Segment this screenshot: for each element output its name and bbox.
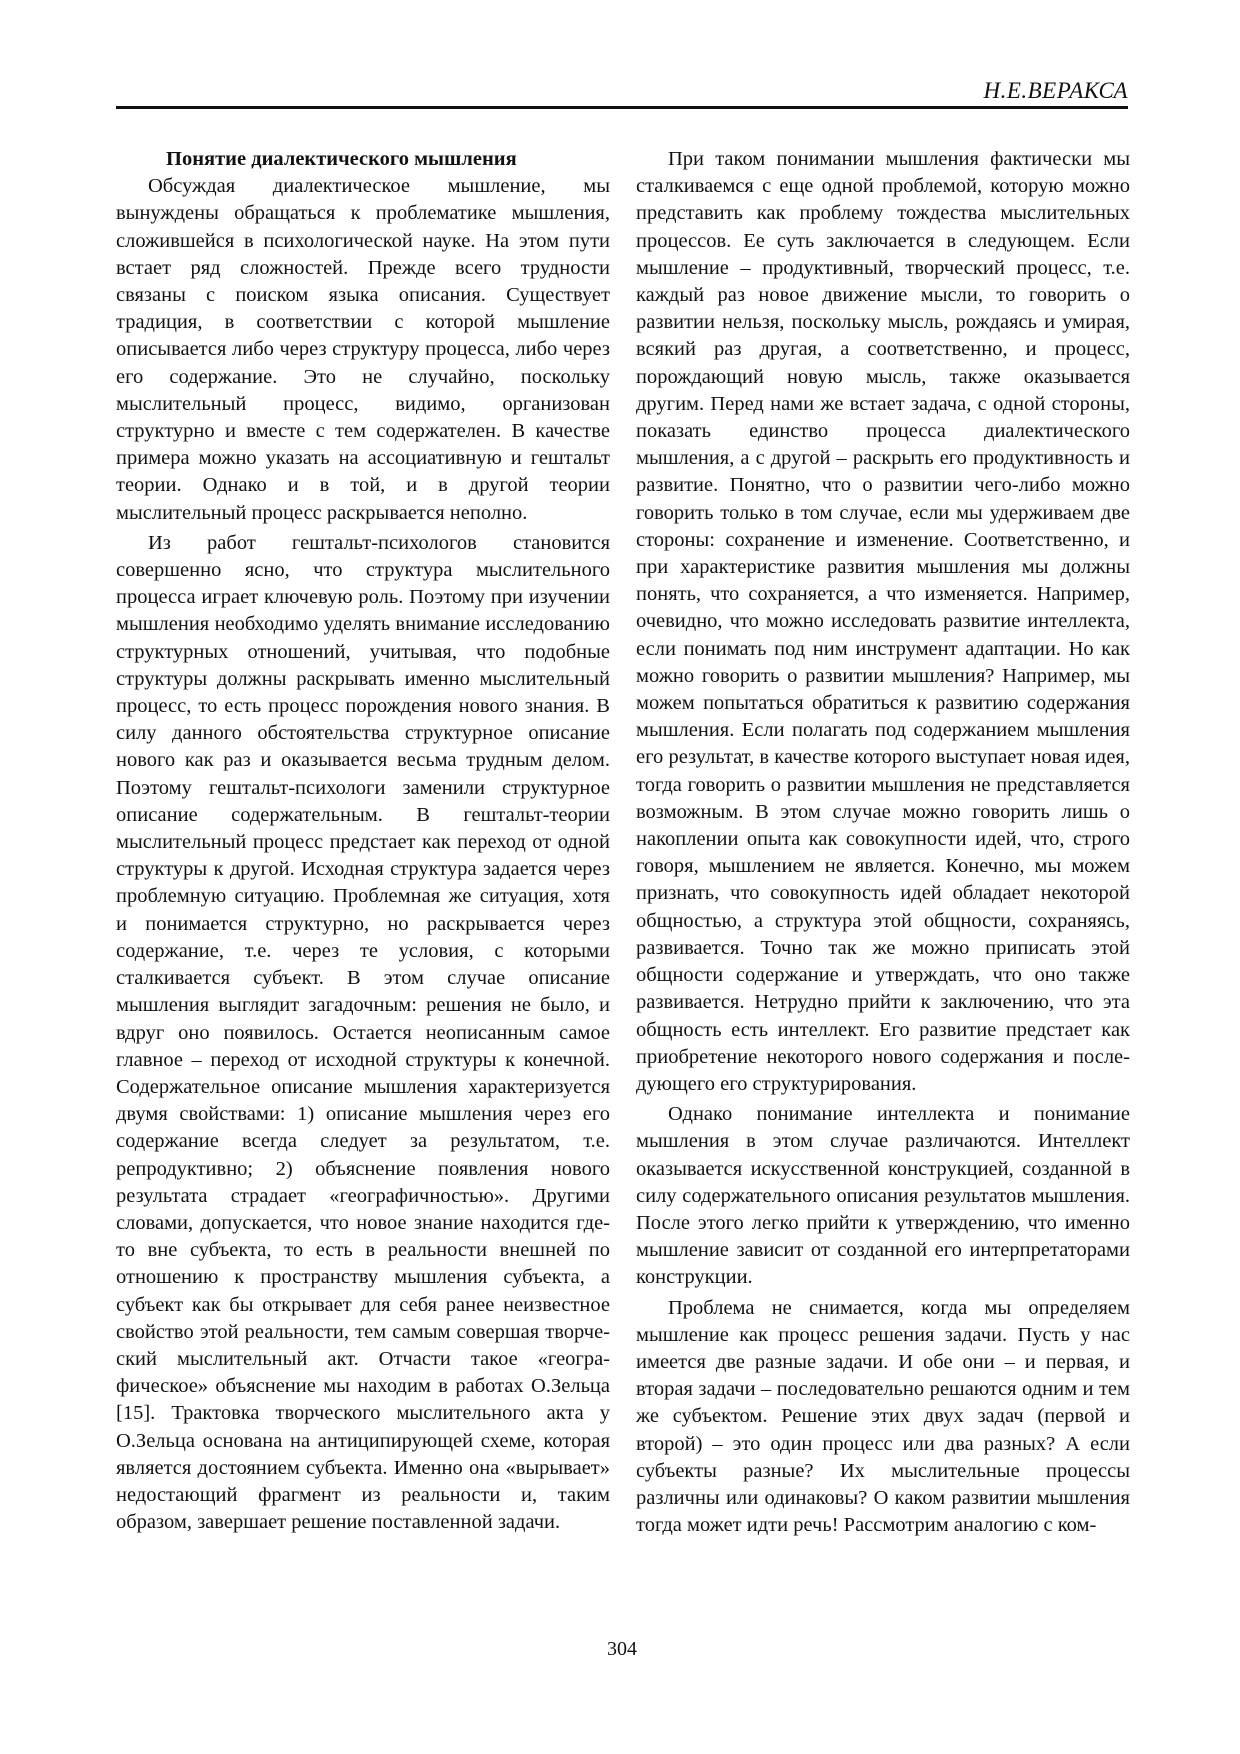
paragraph: При таком понимании мышления фактически мы сталкиваемся с еще одной проблемой, которую можно представить как проблему тождества мыслительных процессов. Ее суть заключается в следующем. Если мышление – продуктивный, творческий процесс, т.е. каждый раз новое движение мысли, то говорить о развитии нельзя, поскольку мысль, рождаясь и умирая, всякий раз другая, а соответственно, и процесс, порождающий новую мысль, также оказывается другим. Перед нами же встает задача, с одной стороны, показать единство процесса диалектического мышления, а с другой – раскрыть его продуктивность и развитие. Понятно, что о развитии чего-либо можно говорить только в том случае, если мы удерживаем две стороны: сохранение и изменение. Соответственно, и при характеристике развития мышления мы должны понять, что сохраняется, а что изменяется. Например, очевидно, что можно исследовать развитие интеллекта, если понимать под ним инструмент адаптации. Но как можно говорить о развитии мышления? Например, мы можем попытаться обратиться к развитию содержания мышления. Если полагать под содержанием мышления его результат, в качестве которого выступает новая идея, тогда говорить о развитии мышления не представляется возможным. В этом случае можно говорить лишь о накоплении опыта как совокупности идей, что, строго говоря, мышлением не является. Конечно, мы можем признать, что совокупность идей обладает некоторой общностью, а структура этой общности, сохраняясь, развивается. Точно так же можно приписать этой общности содержание и утверждать, что оно также развивается. Нетрудно прийти к заключению, что эта общность есть интеллект. Его развитие предстает как приобретение некоторого нового содержания и последующего его структурирования. bbox=[636, 148, 1130, 1095]
left-column bbox=[116, 146, 610, 1539]
paragraph: Однако понимание интеллекта и понимание мышления в этом случае различаются. Интеллект оказывается искусственной конструкцией, созданной в силу содержательного описания результатов мышления. После этого легко прийти к утверждению, что именно мышление зависит от созданной его интерпретаторами конструкции. bbox=[636, 1103, 1130, 1289]
section-heading: Понятие диалектического мышления bbox=[166, 148, 517, 170]
header-rule bbox=[116, 106, 1128, 109]
running-head-author: Н.Е.ВЕРАКСА bbox=[983, 78, 1128, 103]
page-number: 304 bbox=[607, 1638, 637, 1660]
right-column bbox=[636, 146, 1130, 1542]
paragraph: Проблема не снимается, когда мы определяем мышление как процесс решения задачи. Пусть у нас имеется две разные задачи. И обе они – и первая, и вторая задачи – последовательно решаются одним и тем же субъектом. Решение этих двух задач (первой и второй) – это один процесс или два разных? А если субъекты разные? Их мыслительные процессы различны или одинаковы? О каком развитии мышления тогда может идти речь! Рассмотрим аналогию с ком- bbox=[636, 1296, 1130, 1537]
paragraph: Из работ гештальт-психологов становится совершенно ясно, что структура мыслительного процесса играет ключевую роль. Поэтому при изучении мышления необходимо уделять внимание исследованию структурных отношений, учитывая, что подобные структуры должны раскрывать именно мыслительный процесс, то есть процесс порождения нового знания. В силу данного обстоятельства структурное описание нового как раз и оказывается весьма трудным делом. Поэтому гештальт-психологи заменили структурное описание содержательным. В гештальт-теории мыслительный процесс предстает как переход от одной структуры к другой. Исходная структура задается через проблемную ситуацию. Проблемная же ситуация, хотя и понимается структурно, но раскрывается через содержание, т.е. через те условия, с которыми сталкивается субъект. В этом случае описание мышления выглядит загадочным: решения не было, и вдруг оно появилось. Остается неописанным самое главное – переход от исходной структуры к конечной. Содержательное описание мышления характеризуется двумя свойствами: 1) описание мышления через его содержание всегда следует за результатом, т.е. репродуктивно; 2) объяснение появления нового результата страдает «географичностью». Другими словами, допускается, что новое знание находится где-то вне субъекта, то есть в реальности внешней по отношению к пространству мышления субъекта, а субъект как бы открывает для себя ранее неизвестное свойство этой реальности, тем самым совершая творческий мыслительный акт. Отчасти такое «географическое» объяснение мы находим в работах О.Зельца [15]. Трактовка творческого мыслительного акта у О.Зельца основана на антиципирующей схеме, которая является достоянием субъекта. Именно она «вырывает» недостающий фрагмент из реальности и, таким образом, завершает решение поставленной задачи. bbox=[116, 531, 610, 1534]
paragraph: Обсуждая диалектическое мышление, мы вынуждены обращаться к проблематике мышления, сложившейся в психологической науке. На этом пути встает ряд сложностей. Прежде всего трудности связаны с поиском языка описания. Существует традиция, в соответствии с которой мышление описывается либо через структуру процесса, либо через его содержание. Это не случайно, поскольку мыслительный процесс, видимо, организован структурно и вместе с тем содержателен. В качестве примера можно указать на ассоциативную и гештальт теории. Однако и в той, и в другой теории мыслительный процесс раскрывается неполно. bbox=[116, 175, 610, 524]
